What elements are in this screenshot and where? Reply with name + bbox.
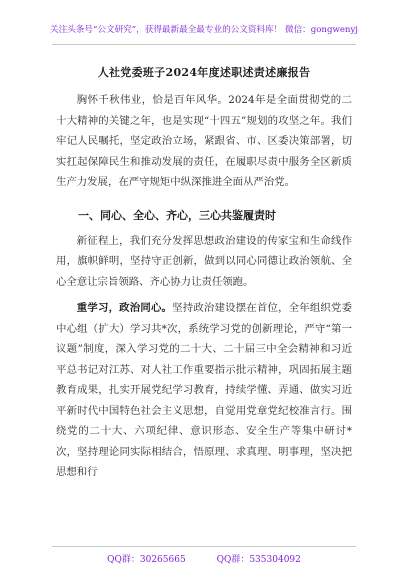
- section-heading: 一、同心、全心、齐心，三心共鉴履责时: [78, 208, 276, 222]
- footer-qq-group-1: QQ群：30265665: [107, 555, 186, 565]
- intro-paragraph: 胸怀千秋伟业，恰是百年风华。2024年是全面贯彻党的二十大精神的关键之年，也是实现“十四五”规划的攻坚之年。我们牢记人民嘱托，坚定政治立场，紧跟省、市、区委决策部署，切实扛起保障民生和推动发展的责任，在履职尽责中服务全区新质生产力发展，在严守规矩中纵深推进全面从严治党。: [56, 94, 352, 188]
- document-body: [56, 90, 352, 483]
- footer: [0, 550, 408, 570]
- subsection-lead: 重学习，政治同心。: [76, 302, 173, 314]
- section-paragraph: 新征程上，我们充分发挥思想政治建设的传家宝和生命线作用，旗帜鲜明，坚持守正创新，做到以同心同德让政治领航、全心全意让宗旨领路、齐心协力让责任领跑。: [56, 234, 352, 288]
- subsection-text: 坚持政治建设摆在首位，全年组织党委中心组（扩大）学习共*次，系统学习党的创新理论，严守“第一议题”制度，深入学习党的二十大、二十届三中全会精神和习近平总书记对江苏、对人社工作重要指示批示精神，巩固拓展主题教育成果，扎实开展党纪学习教育，持续学懂、弄通、做实习近平新时代中国特色社会主义思想，自觉用党章党纪校准言行。围绕党的二十大、六项纪律、意识形态、安全生产等集中研讨*次，坚持理论同实际相结合，悟原理、求真理、明事理，坚决把思想和行: [56, 302, 353, 478]
- footer-divider: [52, 546, 356, 547]
- footer-qq-group-2: QQ群：535304092: [216, 555, 301, 565]
- paragraph-spacer: [56, 193, 352, 199]
- header-banner: 关注头条号“公文研究”，获得最新最全最专业的公文资料库！ 微信：gongwenyj: [50, 25, 358, 35]
- header-divider: [52, 44, 356, 45]
- document-title: 人社党委班子2024年度述职述责述廉报告: [97, 66, 311, 79]
- subsection-paragraph: [56, 298, 352, 483]
